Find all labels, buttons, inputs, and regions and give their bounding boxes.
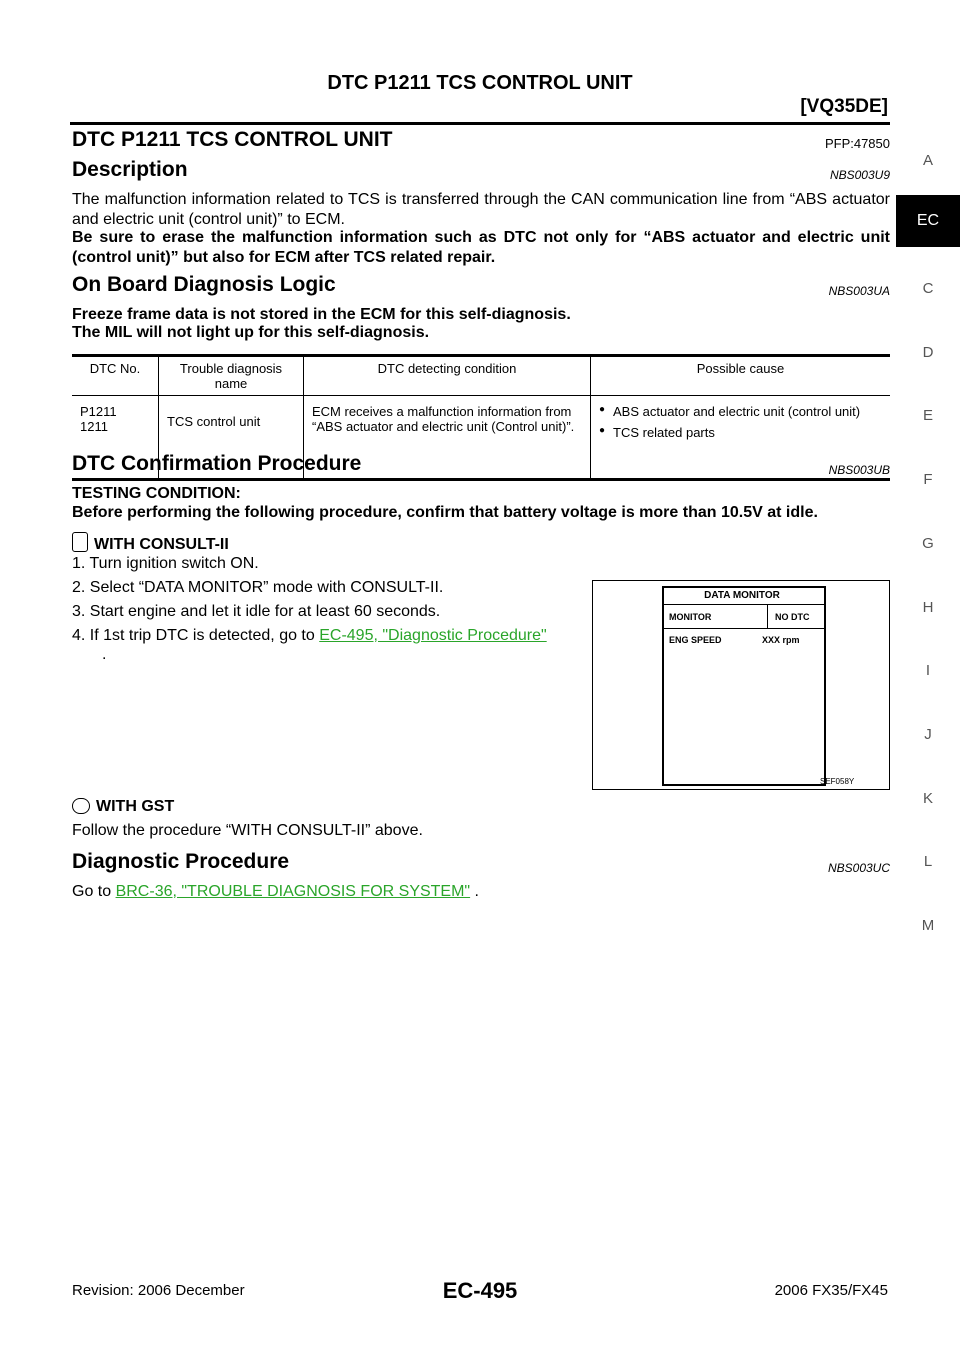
pfp-code: PFP:47850 bbox=[824, 136, 890, 151]
cell-trouble-name: TCS control unit bbox=[159, 396, 304, 480]
screen-divider bbox=[662, 628, 824, 629]
index-item-d[interactable]: D bbox=[922, 344, 934, 361]
diagnostic-heading: Diagnostic Procedure bbox=[72, 850, 290, 873]
confirmation-code: NBS003UB bbox=[828, 463, 890, 477]
vehicle-model: 2006 FX35/FX45 bbox=[774, 1282, 888, 1299]
cell-condition: ECM receives a malfunction information from “ABS actuator and electric unit (Control unit)”. bbox=[304, 396, 591, 480]
testing-condition-text: Before performing the following procedure, confirm that battery voltage is more than 10.5V at idle. bbox=[72, 504, 818, 521]
screen-divider bbox=[662, 604, 824, 605]
with-gst-label: WITH GST bbox=[72, 798, 174, 816]
consult-tool-icon bbox=[72, 532, 88, 552]
obd-logic-line2: The MIL will not light up for this self-diagnosis. bbox=[72, 324, 430, 341]
index-item-m[interactable]: M bbox=[921, 917, 935, 934]
screen-title: DATA MONITOR bbox=[704, 590, 780, 601]
cause-item: ● ABS actuator and electric unit (control unit) bbox=[599, 404, 882, 419]
index-item-g[interactable]: G bbox=[922, 535, 934, 552]
main-title: DTC P1211 TCS CONTROL UNIT bbox=[72, 128, 393, 151]
obd-logic-line1: Freeze frame data is not stored in the ECM for this self-diagnosis. bbox=[72, 306, 571, 323]
link-diagnostic-procedure[interactable]: EC-495, "Diagnostic Procedure" bbox=[319, 627, 547, 644]
obd-logic-heading: On Board Diagnosis Logic bbox=[72, 273, 336, 296]
confirmation-heading: DTC Confirmation Procedure bbox=[72, 452, 362, 475]
step-1: 1. Turn ignition switch ON. bbox=[72, 555, 259, 572]
page-number: EC-495 bbox=[442, 1278, 518, 1303]
obd-logic-code: NBS003UA bbox=[828, 284, 890, 298]
cell-dtc-no: P1211 1211 bbox=[72, 396, 159, 480]
description-code: NBS003U9 bbox=[829, 168, 890, 182]
col-trouble-name: Trouble diagnosis name bbox=[159, 356, 304, 396]
with-consult-label: WITH CONSULT-II bbox=[72, 532, 229, 554]
screen-row-value: XXX rpm bbox=[762, 635, 800, 645]
index-item-ec[interactable]: EC bbox=[896, 195, 960, 247]
gst-tool-icon bbox=[72, 798, 90, 814]
screen-row-label: ENG SPEED bbox=[669, 635, 722, 645]
header-rule bbox=[70, 122, 890, 125]
description-note: Be sure to erase the malfunction information such as DTC not only for “ABS actuator and electric unit (control unit)” but also for ECM after TCS related repair. bbox=[72, 229, 890, 266]
col-possible-cause: Possible cause bbox=[591, 356, 891, 396]
testing-condition-label: TESTING CONDITION: bbox=[72, 485, 241, 502]
index-item-k[interactable]: K bbox=[922, 790, 933, 807]
col-dtc-no: DTC No. bbox=[72, 356, 159, 396]
link-brc-36[interactable]: BRC-36, "TROUBLE DIAGNOSIS FOR SYSTEM" bbox=[115, 883, 471, 900]
index-item-f[interactable]: F bbox=[923, 471, 933, 488]
step-3: 3. Start engine and let it idle for at least 60 seconds. bbox=[72, 603, 441, 620]
index-item-l[interactable]: L bbox=[923, 853, 933, 870]
description-heading: Description bbox=[72, 158, 188, 181]
page-header-title: DTC P1211 TCS CONTROL UNIT bbox=[327, 72, 633, 94]
index-item-j[interactable]: J bbox=[924, 726, 932, 743]
description-text: The malfunction information related to TCS is transferred through the CAN communication line from “ABS actuator and electric unit (control unit)” to ECM. bbox=[72, 191, 890, 228]
screen-col-divider bbox=[767, 604, 768, 628]
revision-date: Revision: 2006 December bbox=[72, 1282, 245, 1299]
diagnostic-code: NBS003UC bbox=[827, 861, 890, 875]
screen-col-nodtc: NO DTC bbox=[775, 612, 810, 622]
engine-code: [VQ35DE] bbox=[800, 96, 888, 117]
step-4: 4. If 1st trip DTC is detected, go to EC-495, "Diagnostic Procedure" bbox=[72, 627, 547, 644]
step-4-end: . bbox=[102, 646, 107, 663]
index-item-c[interactable]: C bbox=[922, 280, 934, 297]
gst-text: Follow the procedure “WITH CONSULT-II” above. bbox=[72, 822, 423, 839]
screen-col-monitor: MONITOR bbox=[669, 612, 712, 622]
col-detecting-condition: DTC detecting condition bbox=[304, 356, 591, 396]
index-item-i[interactable]: I bbox=[925, 662, 931, 679]
diagnostic-text: Go to BRC-36, "TROUBLE DIAGNOSIS FOR SYSTEM" . bbox=[72, 883, 479, 900]
step-2: 2. Select “DATA MONITOR” mode with CONSULT-II. bbox=[72, 579, 444, 596]
cause-item: ● TCS related parts bbox=[599, 425, 882, 440]
index-item-e[interactable]: E bbox=[922, 407, 933, 424]
figure-code: SEF058Y bbox=[820, 777, 855, 786]
index-item-h[interactable]: H bbox=[922, 599, 934, 616]
index-item-a[interactable]: A bbox=[922, 152, 933, 169]
